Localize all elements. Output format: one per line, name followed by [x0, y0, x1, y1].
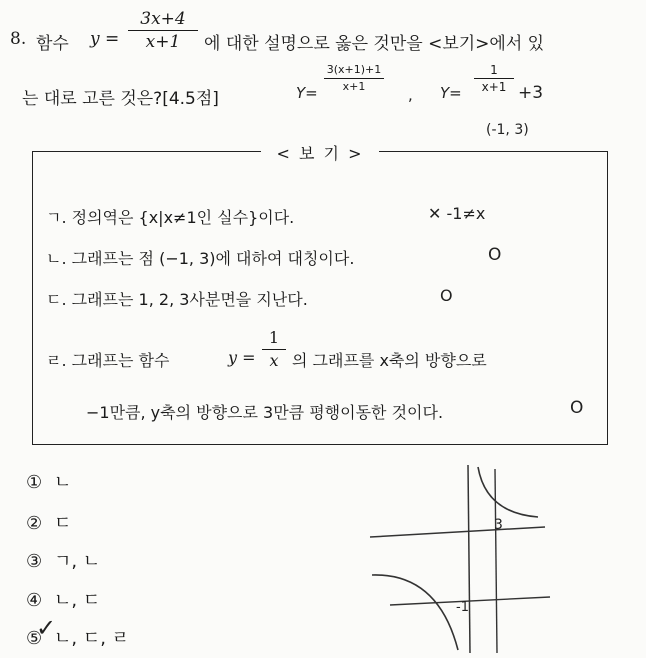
- choice-5-mark: ⑤: [26, 628, 43, 649]
- choice-4-mark: ④: [26, 590, 43, 611]
- sketch-asymptote-horizontal: [370, 527, 545, 537]
- handwritten-graph-label-neg1: -1: [456, 600, 469, 615]
- choice-3[interactable]: [26, 547, 100, 573]
- handwritten-graph-sketch: [350, 455, 560, 655]
- handwritten-center-point: (-1, 3): [486, 122, 529, 138]
- choice-1[interactable]: [26, 468, 71, 494]
- sketch-asymptote-vertical: [468, 465, 470, 653]
- question-number: 8.: [10, 29, 27, 49]
- choice-4[interactable]: [26, 586, 100, 612]
- handwritten-mark-nieun: O: [488, 245, 502, 265]
- bogi-item-rieul-line2: −1만큼, y축의 방향으로 3만큼 평행이동한 것이다.: [86, 403, 444, 422]
- bogi-item-rieul-post: 의 그래프를 x축의 방향으로: [292, 351, 487, 370]
- question-text-line2: 는 대로 고른 것은?[4.5점]: [22, 89, 219, 109]
- bogi-item-rieul-pre: ㄹ. 그래프는 함수: [46, 351, 170, 370]
- sketch-branch-lower: [372, 575, 458, 650]
- handwritten-fraction-1-num: 3(x+1)+1: [324, 62, 384, 79]
- handwritten-y2: Y=: [440, 84, 462, 102]
- handwritten-fraction-2-den: x+1: [481, 80, 507, 94]
- handwritten-fraction-2-num: 1: [474, 62, 514, 79]
- choice-5-text: ㄴ, ㄷ, ㄹ: [54, 628, 130, 649]
- handwritten-y1: Y=: [296, 84, 318, 102]
- bogi-title: < 보 기 >: [261, 144, 380, 163]
- bogi-item-digeut: ㄷ. 그래프는 1, 2, 3사분면을 지난다.: [46, 290, 308, 309]
- bogi-item-giyeok: ㄱ. 정의역은 {x|x≠1인 실수}이다.: [46, 208, 295, 227]
- handwritten-plus3: +3: [518, 83, 544, 103]
- question-fraction: [128, 8, 198, 53]
- question-fraction-numerator: 3x+4: [128, 8, 198, 31]
- handwritten-check-mark: ✓: [36, 614, 57, 642]
- handwritten-mark-digeut: O: [440, 286, 453, 305]
- handwritten-graph-label-3: 3: [494, 517, 503, 533]
- choice-3-mark: ③: [26, 551, 43, 572]
- choice-2-mark: ②: [26, 513, 43, 534]
- bogi-item-rieul-den: x: [269, 351, 279, 370]
- sketch-branch-upper: [478, 467, 538, 517]
- bogi-item-rieul-y-eq: y =: [228, 348, 256, 367]
- choice-1-mark: ①: [26, 472, 43, 493]
- question-fraction-denominator: x+1: [145, 32, 181, 52]
- question-y-equals: y =: [90, 29, 120, 49]
- sketch-y-axis: [495, 469, 497, 653]
- choice-2-text: ㄷ: [54, 513, 72, 534]
- handwritten-comma: ,: [408, 86, 413, 104]
- bogi-item-rieul-fraction: [262, 327, 286, 372]
- handwritten-fraction-2: [474, 62, 514, 95]
- question-text-line1: 에 대한 설명으로 옳은 것만을 <보기>에서 있: [204, 34, 545, 54]
- bogi-item-nieun: ㄴ. 그래프는 점 (−1, 3)에 대하여 대칭이다.: [46, 249, 355, 268]
- handwritten-fraction-1: [324, 62, 384, 95]
- choice-2[interactable]: [26, 509, 71, 535]
- question-intro: 함수: [36, 34, 69, 54]
- choice-4-text: ㄴ, ㄷ: [54, 590, 101, 611]
- bogi-item-rieul-num: 1: [262, 327, 286, 350]
- choice-3-text: ㄱ, ㄴ: [54, 551, 101, 572]
- handwritten-fraction-1-den: x+1: [342, 80, 366, 93]
- choice-1-text: ㄴ: [54, 472, 72, 493]
- handwritten-mark-rieul: O: [570, 398, 584, 418]
- handwritten-mark-giyeok: ✕ -1≠x: [428, 204, 486, 223]
